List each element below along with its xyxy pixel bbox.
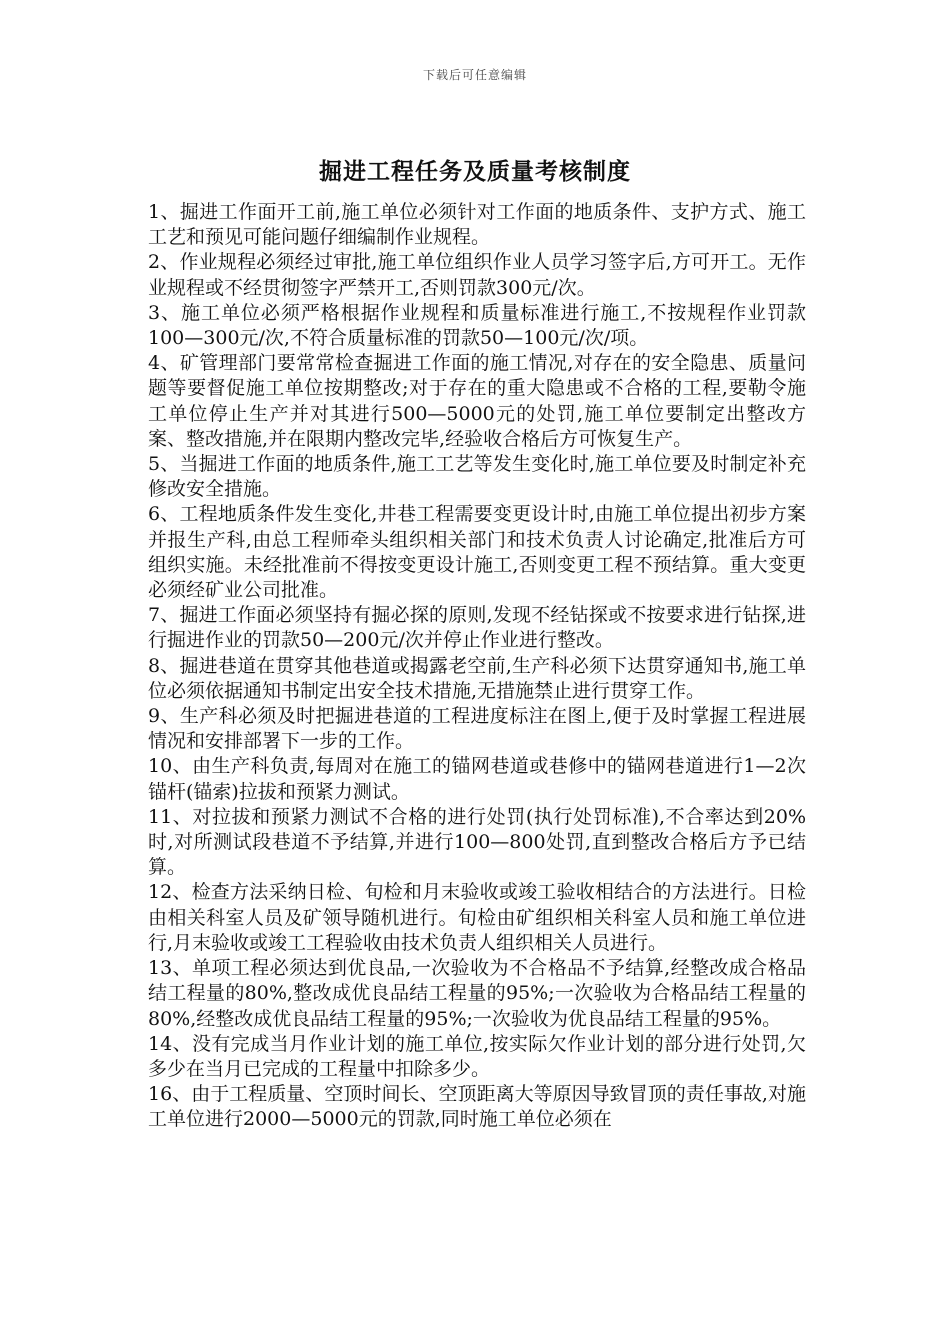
paragraph-item-14: 14、没有完成当月作业计划的施工单位,按实际欠作业计划的部分进行处罚,欠多少在当月已完成的工程量中扣除多少。	[148, 1032, 806, 1080]
paragraph-item-10: 10、由生产科负责,每周对在施工的锚网巷道或巷修中的锚网巷道进行1—2次锚杆(锚索)拉拔和预紧力测试。	[148, 755, 806, 803]
paragraph-item-4: 4、矿管理部门要常常检查掘进工作面的施工情况,对存在的安全隐患、质量问题等要督促施工单位按期整改;对于存在的重大隐患或不合格的工程,要勒令施工单位停止生产并对其进行500—5000元的处罚,施工单位要制定出整改方案、整改措施,并在限期内整改完毕,经验收合格后方可恢复生产。	[148, 352, 806, 450]
paragraph-item-8: 8、掘进巷道在贯穿其他巷道或揭露老空前,生产科必须下达贯穿通知书,施工单位必须依据通知书制定出安全技术措施,无措施禁止进行贯穿工作。	[148, 654, 806, 702]
paragraph-item-5: 5、当掘进工作面的地质条件,施工工艺等发生变化时,施工单位要及时制定补充修改安全措施。	[148, 453, 806, 501]
paragraph-item-12: 12、检查方法采纳日检、旬检和月末验收或竣工验收相结合的方法进行。日检由相关科室人员及矿领导随机进行。旬检由矿组织相关科室人员和施工单位进行,月末验收或竣工工程验收由技术负责人组织相关人员进行。	[148, 881, 806, 954]
document-body	[148, 200, 806, 1133]
document-title: 掘进工程任务及质量考核制度	[319, 158, 631, 185]
paragraph-item-13: 13、单项工程必须达到优良品,一次验收为不合格品不予结算,经整改成合格品结工程量的80%,整改成优良品结工程量的95%;一次验收为合格品结工程量的80%,经整改成优良品结工程量的95%;一次验收为优良品结工程量的95%。	[148, 957, 806, 1030]
paragraph-item-16: 16、由于工程质量、空顶时间长、空顶距离大等原因导致冒顶的责任事故,对施工单位进行2000—5000元的罚款,同时施工单位必须在	[148, 1083, 806, 1131]
page-header-note: 下载后可任意编辑	[422, 68, 527, 82]
paragraph-item-9: 9、生产科必须及时把掘进巷道的工程进度标注在图上,便于及时掌握工程进展情况和安排部署下一步的工作。	[148, 705, 806, 753]
paragraph-item-6: 6、工程地质条件发生变化,井巷工程需要变更设计时,由施工单位提出初步方案并报生产科,由总工程师牵头组织相关部门和技术负责人讨论确定,批准后方可组织实施。未经批准前不得按变更设计施工,否则变更工程不预结算。重大变更必须经矿业公司批准。	[148, 503, 806, 602]
paragraph-item-7: 7、掘进工作面必须坚持有掘必探的原则,发现不经钻探或不按要求进行钻探,进行掘进作业的罚款50—200元/次并停止作业进行整改。	[148, 604, 806, 652]
paragraph-item-11: 11、对拉拔和预紧力测试不合格的进行处罚(执行处罚标准),不合率达到20%时,对所测试段巷道不予结算,并进行100—800处罚,直到整改合格后方予已结算。	[148, 805, 806, 879]
paragraph-item-1: 1、掘进工作面开工前,施工单位必须针对工作面的地质条件、支护方式、施工工艺和预见可能问题仔细编制作业规程。	[148, 201, 806, 249]
paragraph-item-2: 2、作业规程必须经过审批,施工单位组织作业人员学习签字后,方可开工。无作业规程或不经贯彻签字严禁开工,否则罚款300元/次。	[148, 251, 806, 299]
paragraph-item-3: 3、施工单位必须严格根据作业规程和质量标准进行施工,不按规程作业罚款100—300元/次,不符合质量标准的罚款50—100元/次/项。	[148, 301, 806, 350]
